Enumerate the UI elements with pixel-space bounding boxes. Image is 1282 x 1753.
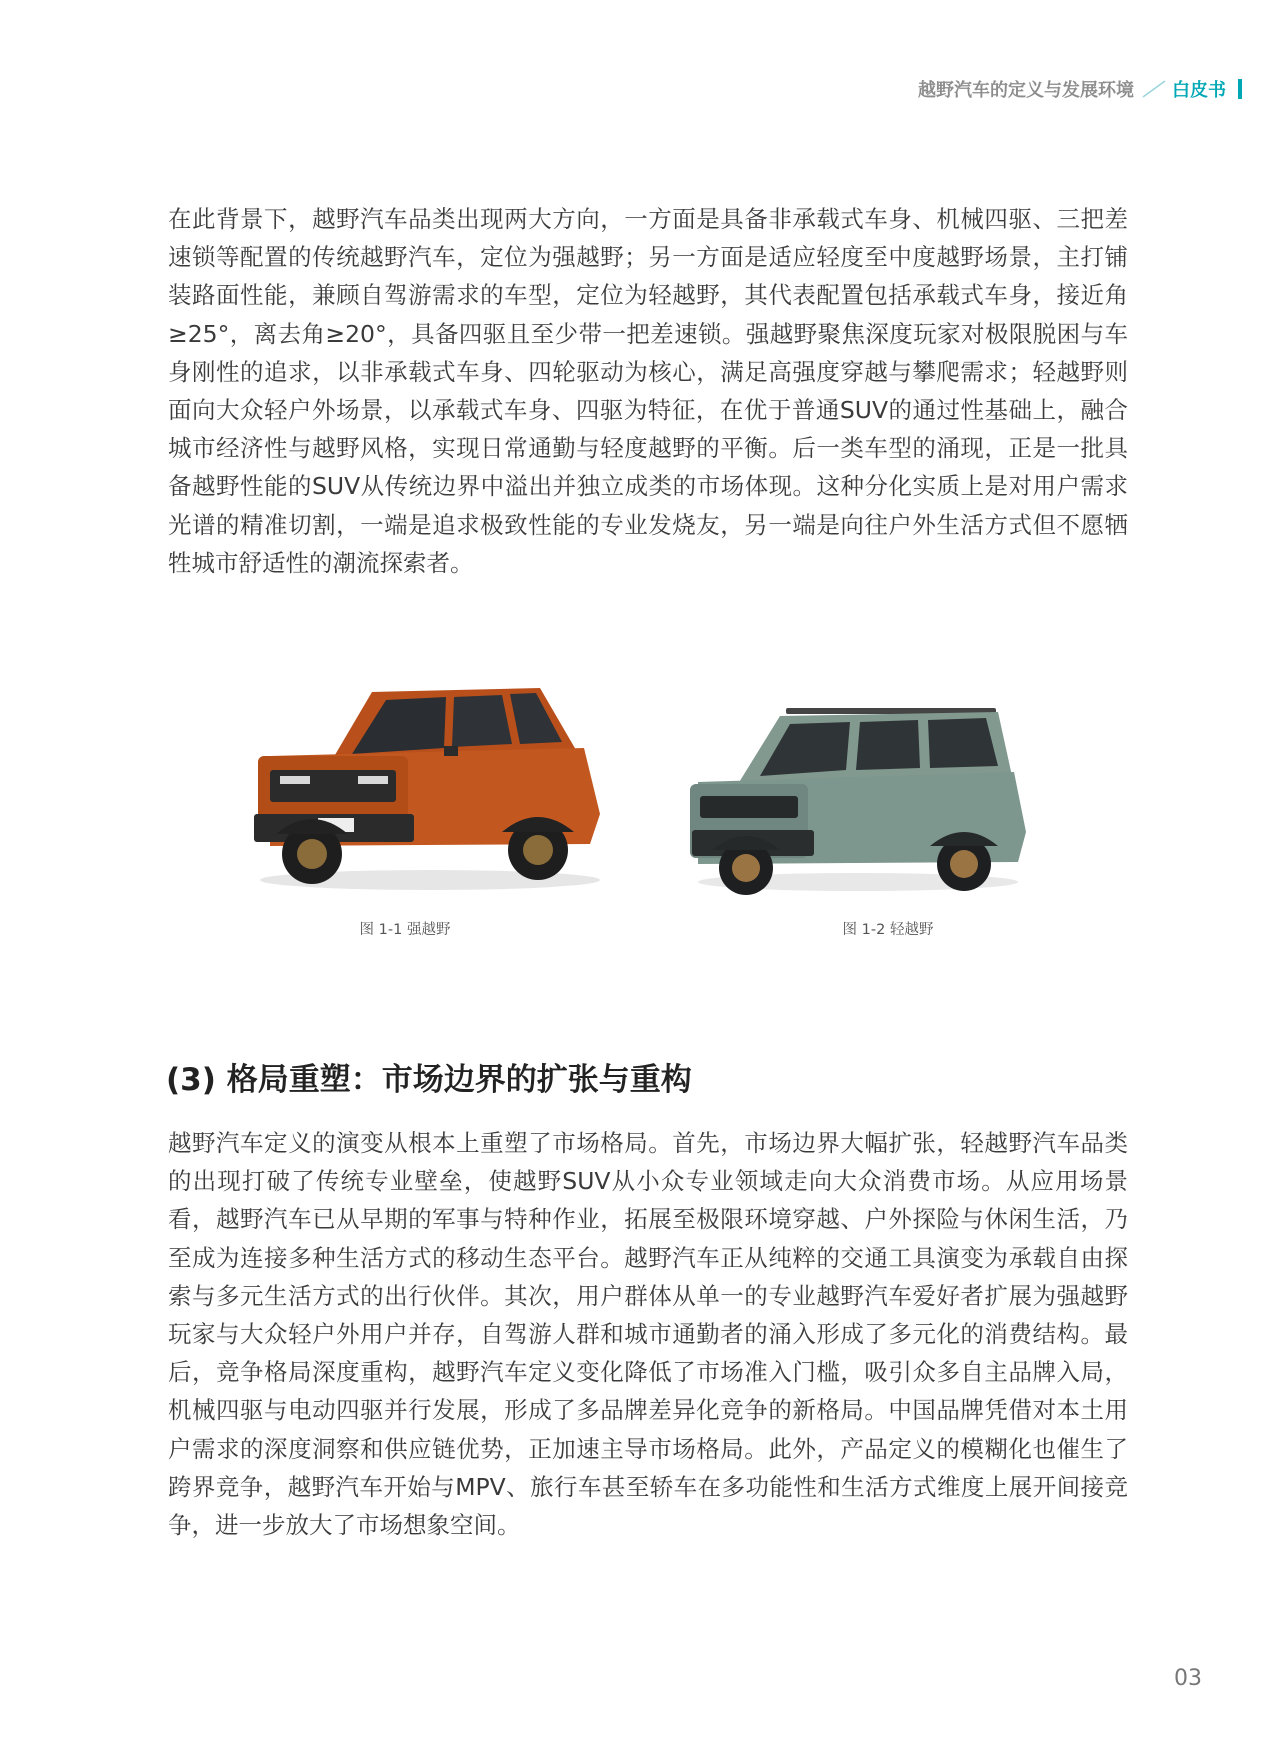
figure-caption-1: 图 1-1 强越野 <box>359 922 451 938</box>
body-paragraph-2: 越野汽车定义的演变从根本上重塑了市场格局。首先，市场边界大幅扩张，轻越野汽车品类的出现打破了传统专业壁垒，使越野SUV从小众专业领域走向大众消费市场。从应用场景看，越野汽车已从早期的军事与特种作业，拓展至极限环境穿越、户外探险与休闲生活，乃至成为连接多种生活方式的移动生态平台。越野汽车正从纯粹的交通工具演变为承载自由探索与多元生活方式的出行伙伴。其次，用户群体从单一的专业越野汽车爱好者扩展为强越野玩家与大众轻户外用户并存，自驾游人群和城市通勤者的涌入形成了多元化的消费结构。最后，竞争格局深度重构，越野汽车定义变化降低了市场准入门槛，吸引众多自主品牌入局，机械四驱与电动四驱并行发展，形成了多品牌差异化竞争的新格局。中国品牌凭借对本土用户需求的深度洞察和供应链优势，正加速主导市场格局。此外，产品定义的模糊化也催生了跨界竞争，越野汽车开始与MPV、旅行车甚至轿车在多功能性和生活方式维度上展开间接竞争，进一步放大了市场想象空间。 <box>168 1129 1128 1540</box>
figure-caption-2: 图 1-2 轻越野 <box>842 922 934 938</box>
running-header <box>918 76 1242 102</box>
header-doc-type: 白皮书 <box>1172 80 1226 101</box>
header-section-title: 越野汽车的定义与发展环境 <box>918 80 1134 101</box>
vehicle-photo-strong-offroad <box>240 664 620 898</box>
vehicle-photo-light-offroad <box>668 692 1048 898</box>
accent-bar-icon <box>1238 79 1242 99</box>
page-number: 03 <box>1174 1666 1202 1691</box>
slash-divider-icon <box>1140 78 1168 100</box>
section-heading: (3) 格局重塑：市场边界的扩张与重构 <box>166 1062 692 1098</box>
body-paragraph-1: 在此背景下，越野汽车品类出现两大方向，一方面是具备非承载式车身、机械四驱、三把差速锁等配置的传统越野汽车，定位为强越野；另一方面是适应轻度至中度越野场景，主打铺装路面性能，兼顾自驾游需求的车型，定位为轻越野，其代表配置包括承载式车身，接近角≥25°，离去角≥20°，具备四驱且至少带一把差速锁。强越野聚焦深度玩家对极限脱困与车身刚性的追求，以非承载式车身、四轮驱动为核心，满足高强度穿越与攀爬需求；轻越野则面向大众轻户外场景，以承载式车身、四驱为特征，在优于普通SUV的通过性基础上，融合城市经济性与越野风格，实现日常通勤与轻度越野的平衡。后一类车型的涌现，正是一批具备越野性能的SUV从传统边界中溢出并独立成类的市场体现。这种分化实质上是对用户需求光谱的精准切割，一端是追求极致性能的专业发烧友，另一端是向往户外生活方式但不愿牺牲城市舒适性的潮流探索者。 <box>168 205 1128 577</box>
